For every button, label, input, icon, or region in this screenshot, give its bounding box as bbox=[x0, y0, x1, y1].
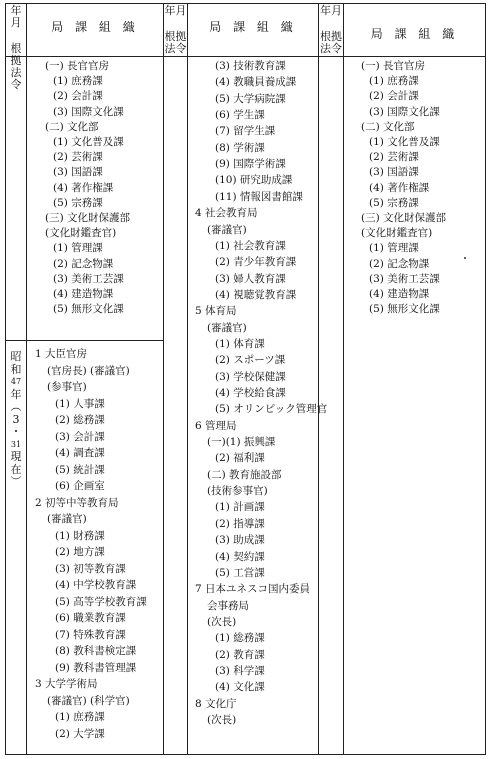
org-entry: (7) 特殊教育課 bbox=[55, 628, 126, 641]
header-basis: 根拠 bbox=[320, 30, 342, 43]
org-entry: (3) 助成課 bbox=[215, 534, 265, 547]
org-entry: (審議官) bbox=[47, 513, 87, 525]
era-char: ︶ bbox=[10, 475, 22, 488]
org-entry: (5) 無形文化課 bbox=[369, 303, 440, 316]
org-entry: (文化財鑑査官) bbox=[361, 227, 433, 240]
header-year-basis-3 bbox=[319, 5, 343, 55]
org-entry: (6) 学生課 bbox=[215, 109, 265, 122]
org-entry: (2) 会計課 bbox=[369, 90, 419, 103]
era-char: 昭 bbox=[10, 350, 22, 363]
org-entry: 6 管理局 bbox=[195, 419, 237, 432]
org-table bbox=[5, 3, 486, 755]
header-org-1: 局 課 組 織 bbox=[51, 20, 139, 34]
header-org-3: 局 課 組 織 bbox=[370, 27, 459, 41]
org-entry: (4) 著作権課 bbox=[53, 181, 114, 194]
org-entry: (4) 建造物課 bbox=[53, 288, 114, 300]
org-entry: (審議官) bbox=[207, 321, 247, 334]
org-entry: (3) 国際文化課 bbox=[53, 105, 124, 118]
header-law: 法令 bbox=[10, 66, 22, 91]
org-entry: (10) 研究助成課 bbox=[215, 174, 293, 187]
org-entry: (3) 国語課 bbox=[53, 166, 103, 179]
org-entry: (審議官) (科学官) bbox=[47, 694, 130, 707]
org-entry: 会事務局 bbox=[207, 599, 249, 612]
scan-dot bbox=[464, 257, 466, 259]
org-entry: (1) 社会教育課 bbox=[215, 239, 286, 252]
org-entry: (文化財鑑査官) bbox=[45, 227, 117, 240]
org-entry: (1) 体育課 bbox=[215, 337, 265, 350]
header-law: 法令 bbox=[164, 42, 187, 55]
org-entry: (1) 管理課 bbox=[369, 242, 419, 255]
org-entry: (三) 文化財保護部 bbox=[361, 212, 447, 224]
org-entry: (1) 庶務課 bbox=[53, 75, 103, 88]
org-entry: (2) 福利課 bbox=[215, 452, 265, 465]
org-entry: (三) 文化財保護部 bbox=[45, 212, 131, 224]
org-entry: (3) 美術工芸課 bbox=[53, 272, 124, 285]
org-entry: 4 社会教育局 bbox=[195, 207, 258, 220]
org-entry: (1) 計画課 bbox=[215, 501, 265, 514]
org-entry: (5) 高等学校教育課 bbox=[55, 595, 147, 608]
org-entry: 7 日本ユネスコ国内委員 bbox=[195, 583, 311, 596]
org-entry: (4) 視聴覚教育課 bbox=[215, 288, 297, 301]
org-entry: (9) 国際学術課 bbox=[215, 158, 286, 171]
org-entry: (4) 中学校教育課 bbox=[55, 579, 137, 591]
org-entry: (9) 教科書管理課 bbox=[55, 661, 137, 674]
org-entry: (2) 青少年教育課 bbox=[215, 256, 297, 269]
org-entry: (6) 企画室 bbox=[55, 480, 105, 492]
org-entry: 2 初等中等教育局 bbox=[35, 496, 119, 509]
org-entry: (1) 庶務課 bbox=[369, 75, 419, 88]
header-law: 法令 bbox=[320, 42, 342, 55]
org-entry: (3) 会計課 bbox=[55, 430, 105, 443]
org-entry: (官房長) (審議官) bbox=[47, 364, 130, 377]
org-entry: (2) 総務課 bbox=[55, 414, 105, 426]
org-entry: (1) 人事課 bbox=[55, 397, 105, 410]
org-entry: (3) 技術教育課 bbox=[215, 60, 286, 72]
org-entry: (技術参事官) bbox=[207, 485, 268, 498]
org-entry: (2) 会計課 bbox=[53, 90, 103, 103]
org-entry: (8) 教科書検定課 bbox=[55, 645, 137, 657]
header-basis: 根拠 bbox=[164, 30, 187, 43]
org-entry: (5) オリンピック管理官 bbox=[215, 403, 328, 416]
org-entry: (2) 教育課 bbox=[215, 648, 265, 661]
org-entry: (1) 庶務課 bbox=[55, 711, 105, 723]
era-char: ・ bbox=[10, 425, 22, 438]
org-entry: (3) 婦人教育課 bbox=[215, 272, 286, 285]
org-entry: (4) 建造物課 bbox=[369, 288, 430, 300]
header-year: 年月 bbox=[10, 4, 22, 29]
org-entry: (1) 文化普及課 bbox=[369, 136, 440, 148]
org-entry: (一)(1) 振興課 bbox=[207, 436, 276, 449]
org-entry: (二) 文化部 bbox=[361, 120, 415, 133]
org-entry: (3) 国語課 bbox=[369, 166, 419, 179]
org-entry: (5) 大学病院課 bbox=[215, 92, 286, 105]
era-char: 3 bbox=[12, 412, 20, 426]
org-entry: (1) 管理課 bbox=[53, 242, 103, 255]
org-entry: (3) 国際文化課 bbox=[369, 105, 440, 118]
org-entry: (8) 学術課 bbox=[215, 141, 265, 154]
org-entry: (5) 工営課 bbox=[215, 566, 265, 579]
header-year-basis-1 bbox=[6, 5, 26, 91]
org-entry: (次長) bbox=[207, 615, 237, 628]
org-entry: (一) 長官官房 bbox=[45, 60, 110, 72]
header-year-basis-2 bbox=[164, 5, 187, 55]
org-entry: (二) 文化部 bbox=[45, 120, 99, 133]
org-entry: (1) 文化普及課 bbox=[53, 136, 124, 148]
org-entry: (1) 総務課 bbox=[215, 632, 265, 645]
org-entry: (4) 文化課 bbox=[215, 681, 265, 694]
org-entry: (2) 芸術課 bbox=[369, 151, 419, 164]
org-entry: (3) 学校保健課 bbox=[215, 370, 286, 383]
header-basis: 根拠 bbox=[10, 42, 22, 67]
era-label bbox=[9, 351, 23, 489]
org-entry: (3) 初等教育課 bbox=[55, 562, 126, 575]
org-entry: (4) 教職員養成課 bbox=[215, 76, 297, 89]
org-entry: (2) 指導課 bbox=[215, 517, 265, 530]
org-entry: (3) 科学課 bbox=[215, 664, 265, 677]
era-char: 31 bbox=[10, 439, 22, 449]
org-entry: (4) 学校給食課 bbox=[215, 387, 286, 399]
org-entry: (2) スポーツ課 bbox=[215, 354, 286, 367]
era-char: 現 bbox=[10, 450, 22, 463]
org-entry: (6) 職業教育課 bbox=[55, 612, 126, 624]
org-entry: (2) 記念物課 bbox=[53, 257, 114, 270]
org-entry: (4) 契約課 bbox=[215, 550, 265, 563]
org-entry: 5 体育局 bbox=[195, 305, 237, 318]
org-entry: (5) 統計課 bbox=[55, 463, 105, 476]
era-char: 和 bbox=[10, 362, 22, 376]
org-entry: (2) 芸術課 bbox=[53, 151, 103, 164]
org-entry: 8 文化庁 bbox=[195, 697, 237, 710]
org-entry: (審議官) bbox=[207, 223, 247, 236]
org-entry: (1) 財務課 bbox=[55, 529, 105, 542]
org-entry: (7) 留学生課 bbox=[215, 125, 276, 138]
org-entry: (4) 調査課 bbox=[55, 447, 105, 459]
org-entry: (5) 無形文化課 bbox=[53, 303, 124, 316]
era-char: ︵ bbox=[10, 400, 22, 413]
org-entry: (次長) bbox=[207, 714, 237, 726]
org-entry: (4) 著作権課 bbox=[369, 181, 430, 194]
era-char: 在 bbox=[10, 462, 22, 476]
era-char: 47 bbox=[10, 377, 22, 386]
org-entry: (3) 美術工芸課 bbox=[369, 272, 440, 285]
org-entry: (二) 教育施設部 bbox=[207, 468, 282, 481]
org-entry: (一) 長官官房 bbox=[361, 60, 426, 72]
org-entry: 1 大臣官房 bbox=[35, 348, 88, 360]
era-char: 年 bbox=[10, 387, 22, 401]
org-entry: (11) 情報図書館課 bbox=[215, 190, 303, 203]
org-entry: 3 大学学術局 bbox=[35, 678, 98, 690]
org-entry: (5) 宗務課 bbox=[369, 196, 419, 209]
org-entry: (2) 大学課 bbox=[55, 727, 105, 740]
org-entry: (2) 記念物課 bbox=[369, 257, 430, 270]
header-org-2: 局 課 組 織 bbox=[209, 20, 297, 34]
org-entry: (参事官) bbox=[47, 381, 87, 393]
header-year: 年月 bbox=[164, 4, 187, 17]
org-entry: (2) 地方課 bbox=[55, 546, 105, 558]
org-entry: (5) 宗務課 bbox=[53, 196, 103, 209]
header-year: 年月 bbox=[320, 4, 342, 17]
